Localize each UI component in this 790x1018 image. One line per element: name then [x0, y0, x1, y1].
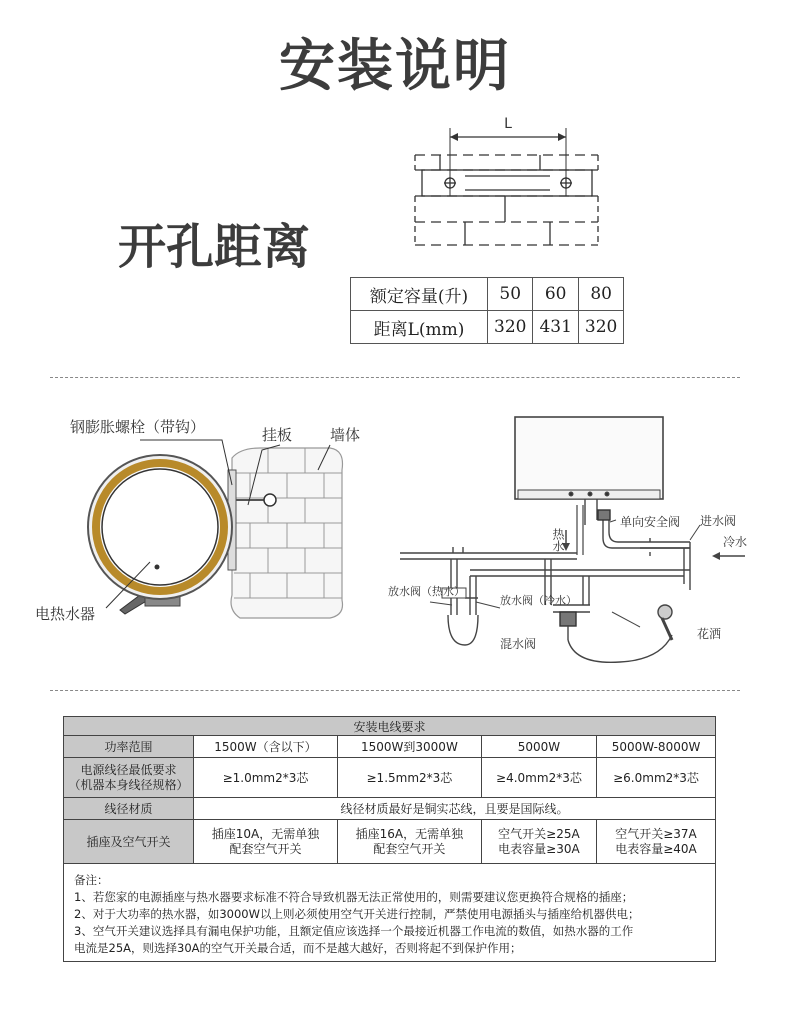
wire-size-header [64, 758, 194, 798]
power-cell: 5000W-8000W [597, 736, 716, 758]
page-title: 安装说明 [279, 34, 511, 99]
distance-row [351, 311, 624, 344]
material-row [64, 798, 716, 820]
label-drain-valve-hot: 放水阀（热水） [388, 585, 465, 598]
wall-mount-drawing [88, 440, 343, 618]
note-item: 电流是25A，则选择30A的空气开关最合适，而不是越大越好，否则将起不到保护作用； [74, 941, 522, 955]
dimension-label: L [504, 116, 512, 132]
socket-cell-line: 空气开关≥37A [615, 826, 697, 841]
bracket-drawing [415, 128, 598, 245]
capacity-cell: 50 [488, 278, 533, 311]
socket-cell-line: 配套空气开关 [229, 841, 302, 856]
power-cell: 5000W [481, 736, 596, 758]
socket-cell-line: 插座10A，无需单独 [211, 826, 320, 841]
label-shower-head: 花洒 [697, 627, 722, 641]
socket-cell-line: 电表容量≥30A [498, 841, 580, 856]
label-water-heater: 电热水器 [35, 605, 96, 623]
socket-cell-line: 空气开关≥25A [498, 826, 580, 841]
label-drain-valve-cold: 放水阀（冷水） [500, 594, 577, 607]
label-wall: 墙体 [330, 426, 361, 444]
socket-row [64, 820, 716, 864]
wire-size-cell: ≥1.5mm2*3芯 [337, 758, 481, 798]
label-inlet-valve: 进水阀 [700, 514, 737, 528]
wire-size-cell: ≥1.0mm2*3芯 [194, 758, 338, 798]
socket-cell [481, 820, 596, 864]
section-divider [50, 690, 740, 691]
note-item: 1、若您家的电源插座与热水器要求标准不符合导致机器无法正常使用的，则需要建议您更换符合规格的插座； [74, 890, 634, 904]
distance-cell: 320 [488, 311, 533, 344]
socket-cell [194, 820, 338, 864]
socket-header: 插座及空气开关 [64, 820, 194, 864]
power-header: 功率范围 [64, 736, 194, 758]
material-value: 线径材质最好是铜实芯线，且要是国际线。 [194, 798, 716, 820]
distance-cell: 431 [533, 311, 578, 344]
label-mounting-plate: 挂板 [262, 426, 293, 444]
wire-size-header-line2: （机器本身线径规格） [68, 777, 189, 792]
wire-size-cell: ≥4.0mm2*3芯 [481, 758, 596, 798]
label-expansion-bolt: 钢膨胀螺栓（带钩） [70, 418, 206, 436]
wire-size-header-line1: 电源线径最低要求 [80, 762, 177, 777]
power-cell: 1500W（含以下） [194, 736, 338, 758]
socket-cell-line: 插座16A，无需单独 [355, 826, 464, 841]
label-cold-water: 冷水 [723, 535, 748, 549]
table-title: 安装电线要求 [64, 717, 716, 736]
distance-cell: 320 [578, 311, 623, 344]
label-check-safety-valve: 单向安全阀 [620, 515, 681, 529]
socket-cell-line: 电表容量≥40A [615, 841, 697, 856]
material-header: 线径材质 [64, 798, 194, 820]
label-hot-water-pipe: 热水 [551, 528, 565, 552]
table-title-row [64, 717, 716, 736]
label-mixing-valve: 混水阀 [500, 637, 537, 651]
note-item: 2、对于大功率的热水器，如3000W以上则必须使用空气开关进行控制，严禁使用电源插头与插座给机器供电； [74, 907, 640, 921]
note-item: 3、空气开关建议选择具有漏电保护功能，且额定值应该选择一个最接近机器工作电流的数值，如热水器的工作 [74, 924, 634, 938]
capacity-cell: 80 [578, 278, 623, 311]
distance-header: 距离L(mm) [351, 311, 488, 344]
capacity-header: 额定容量(升) [351, 278, 488, 311]
notes-box [63, 864, 716, 962]
power-cell: 1500W到3000W [337, 736, 481, 758]
section-divider [50, 377, 740, 378]
hole-distance-table [350, 277, 624, 344]
section-title-hole-distance: 开孔距离 [118, 219, 311, 275]
socket-cell-line: 配套空气开关 [373, 841, 446, 856]
socket-cell [337, 820, 481, 864]
socket-cell [597, 820, 716, 864]
power-row [64, 736, 716, 758]
wire-size-cell: ≥6.0mm2*3芯 [597, 758, 716, 798]
piping-drawing [400, 417, 748, 662]
wiring-requirements-table [63, 716, 716, 864]
capacity-row [351, 278, 624, 311]
capacity-cell: 60 [533, 278, 578, 311]
notes-heading: 备注： [74, 873, 109, 887]
wire-size-row [64, 758, 716, 798]
